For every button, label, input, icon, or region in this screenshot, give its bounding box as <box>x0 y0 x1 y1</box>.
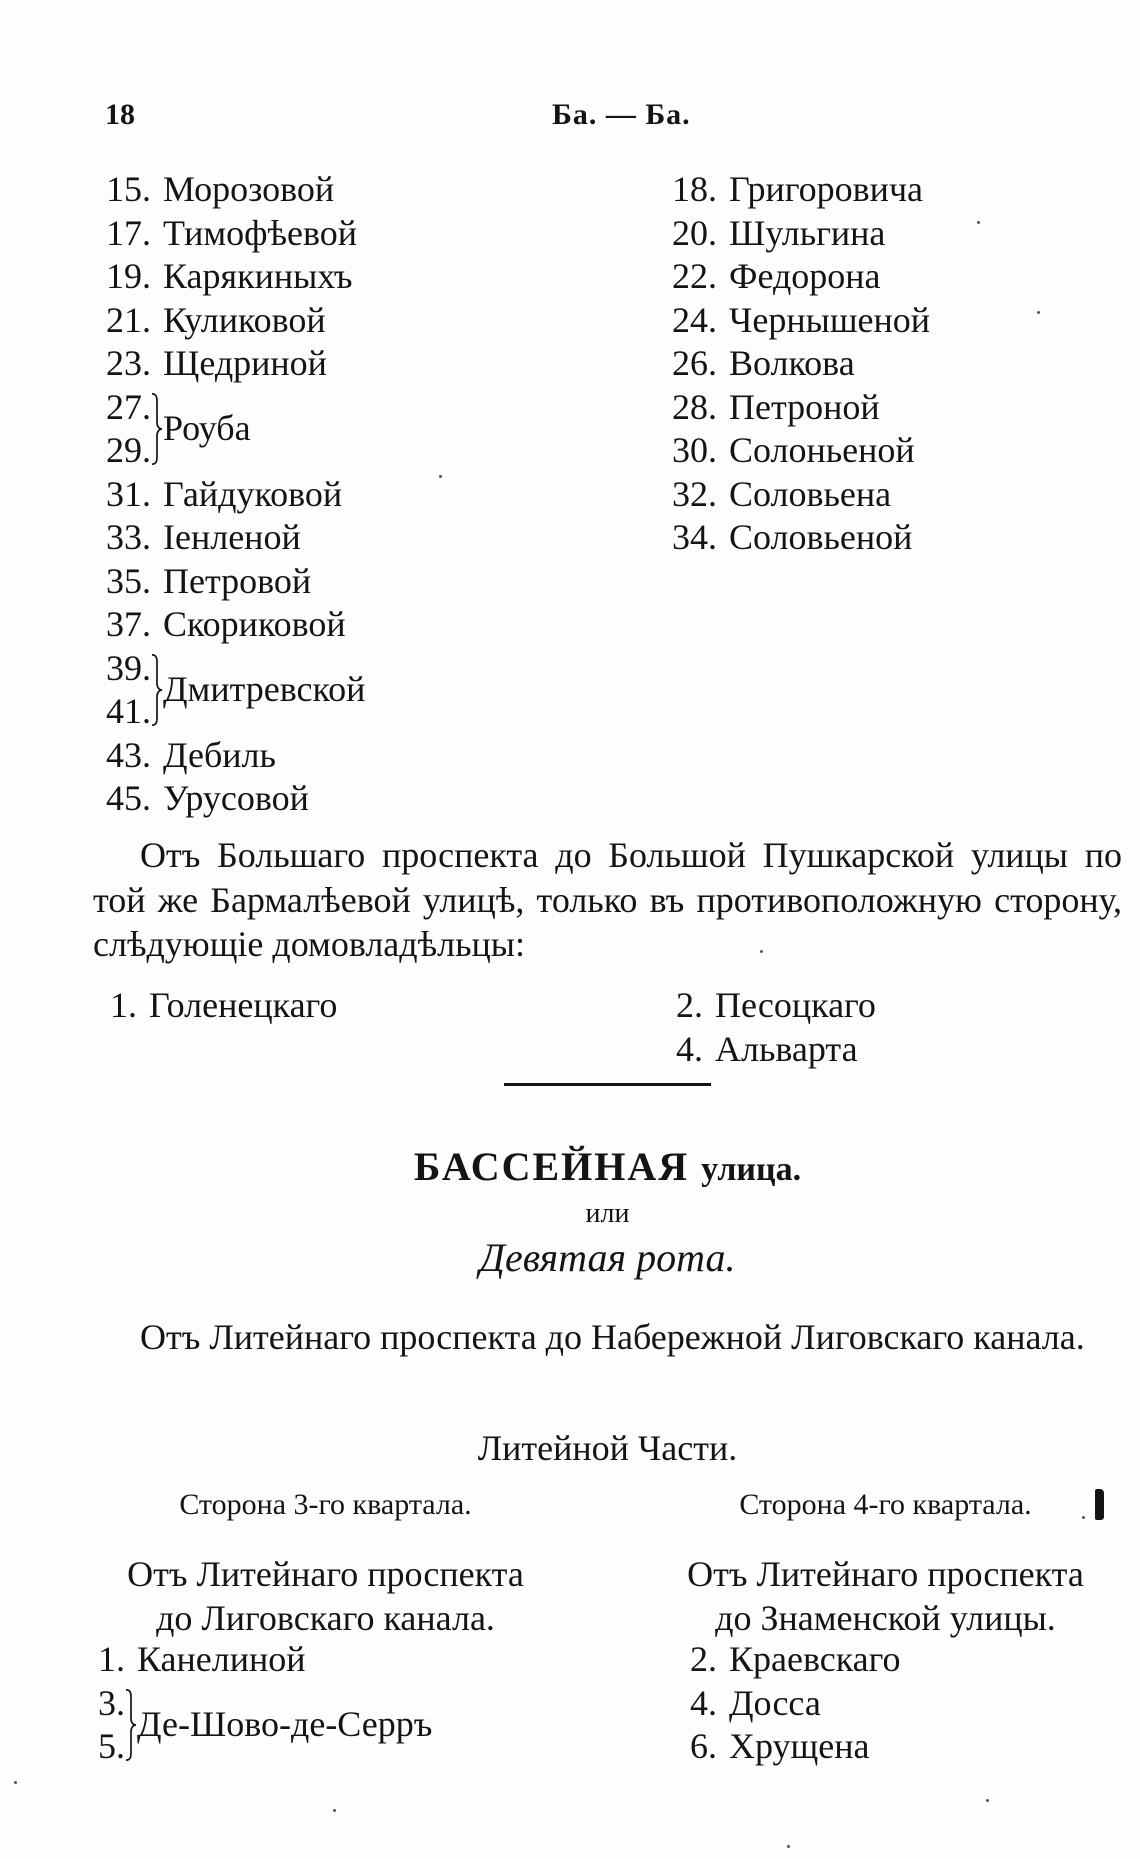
house-number: 45. <box>106 778 151 818</box>
scan-speck <box>14 1781 17 1784</box>
list-column-right <box>659 984 1122 1071</box>
house-number: 30. <box>672 430 717 470</box>
scan-speck <box>1037 311 1040 314</box>
list-item <box>93 299 659 343</box>
list-item <box>93 212 659 256</box>
house-owner-list <box>93 168 1122 821</box>
owner-name: Голенецкаго <box>149 985 338 1025</box>
house-owner-list-opposite-side <box>93 984 1122 1071</box>
house-number: 26. <box>672 343 717 383</box>
side-entries <box>661 1638 1110 1769</box>
list-item <box>659 255 1122 299</box>
owner-name: Шульгина <box>729 212 886 253</box>
owner-name: Карякиныхъ <box>163 256 353 296</box>
owner-name: Соловьеной <box>729 517 913 557</box>
list-item <box>685 1725 1110 1769</box>
owner-name: Тимофѣевой <box>163 212 358 253</box>
house-number: 29. <box>106 430 151 470</box>
owner-name: Волкова <box>729 343 855 383</box>
alternate-name: Девятая рота. <box>479 1235 736 1280</box>
list-item <box>685 1638 1110 1682</box>
curly-brace-icon <box>151 653 163 727</box>
running-head: Ба. — Ба. <box>552 98 691 131</box>
list-item <box>659 984 1122 1028</box>
paragraph-text: Отъ Литейнаго проспекта до Набережной Лиговскаго канала. <box>140 1317 1085 1357</box>
owner-name: Солоньеной <box>729 430 915 470</box>
page-content <box>93 168 1122 1769</box>
list-item <box>93 984 659 1028</box>
owner-name: Петровой <box>163 560 312 601</box>
house-number: 1. <box>98 1639 125 1679</box>
owner-name: Де-Шово-де-Серръ <box>137 1704 433 1745</box>
owner-name: Канелиной <box>137 1639 306 1679</box>
house-number: 39. <box>106 647 151 688</box>
side-entries <box>93 1638 558 1769</box>
curly-brace-icon <box>151 392 163 466</box>
owner-name: Досса <box>729 1682 821 1723</box>
range-line: до Лиговскаго канала. <box>156 1598 495 1638</box>
list-item <box>93 386 659 473</box>
owner-name: Дмитревской <box>163 669 366 710</box>
list-item <box>659 1028 1122 1072</box>
list-item <box>659 342 1122 386</box>
owner-name: Урусовой <box>163 778 309 818</box>
house-number: 18. <box>672 169 717 209</box>
house-numbers <box>93 386 151 473</box>
house-number: 43. <box>106 734 151 775</box>
house-number: 17. <box>106 212 151 253</box>
list-item <box>93 168 659 212</box>
side-heading-text: Сторона 4-го квартала. <box>739 1488 1032 1521</box>
list-item <box>93 342 659 386</box>
street-name: БАССЕЙНАЯ <box>413 1144 690 1189</box>
side-3rd-quarter <box>93 1485 558 1769</box>
section-divider <box>504 1083 711 1086</box>
owner-name: Песоцкаго <box>715 985 876 1025</box>
list-item <box>659 212 1122 256</box>
list-column-right <box>659 168 1122 821</box>
house-number: 5. <box>98 1726 125 1766</box>
page-number: 18 <box>105 98 135 131</box>
house-number: 31. <box>106 473 151 514</box>
side-4th-quarter <box>661 1485 1110 1769</box>
scan-speck <box>977 221 980 224</box>
list-column-left <box>93 984 659 1071</box>
list-item <box>659 168 1122 212</box>
scan-speck <box>1082 1516 1085 1519</box>
owner-name: Іенленой <box>163 517 301 557</box>
section-title <box>93 1143 1122 1200</box>
house-number: 32. <box>672 473 717 514</box>
house-number: 19. <box>106 256 151 296</box>
owner-name: Роуба <box>163 408 251 449</box>
house-numbers <box>93 647 151 734</box>
list-item <box>93 603 659 647</box>
list-item <box>93 516 659 560</box>
list-item <box>93 1682 558 1769</box>
scan-speck <box>760 950 763 953</box>
list-item <box>659 429 1122 473</box>
list-item <box>93 255 659 299</box>
owner-name: Краевскаго <box>729 1639 901 1679</box>
or-connector: или <box>585 1198 630 1229</box>
side-range <box>93 1552 558 1640</box>
range-line: Отъ Литейнаго проспекта <box>687 1554 1084 1594</box>
side-heading <box>93 1485 558 1525</box>
house-number: 1. <box>110 985 137 1025</box>
owner-name: Соловьена <box>729 473 892 514</box>
house-number: 15. <box>106 169 151 209</box>
owner-name: Щедриной <box>163 343 327 383</box>
house-numbers <box>93 1682 125 1769</box>
list-item <box>659 299 1122 343</box>
owner-name: Петроной <box>729 386 880 427</box>
owner-name: Скориковой <box>163 604 346 644</box>
house-number: 41. <box>106 691 151 731</box>
scan-speck <box>986 1799 989 1802</box>
house-number: 33. <box>106 517 151 557</box>
house-number: 20. <box>672 212 717 253</box>
list-item <box>93 777 659 821</box>
side-heading-text: Сторона 3-го квартала. <box>179 1488 472 1521</box>
owner-name: Хрущена <box>729 1726 870 1766</box>
owner-name: Морозовой <box>163 169 335 209</box>
list-item <box>659 516 1122 560</box>
side-heading <box>661 1485 1110 1525</box>
list-item <box>93 473 659 517</box>
owner-name: Чернышеной <box>729 299 931 340</box>
district-heading: Литейной Части. <box>477 1428 738 1468</box>
owner-name: Григоровича <box>729 169 924 209</box>
list-item <box>93 647 659 734</box>
scan-speck <box>333 1809 336 1812</box>
range-line: до Знаменской улицы. <box>715 1598 1056 1638</box>
scan-speck <box>439 475 442 478</box>
house-number: 6. <box>690 1726 717 1766</box>
owner-name: Гайдуковой <box>163 473 343 514</box>
list-item <box>93 560 659 604</box>
house-number: 2. <box>690 1639 717 1679</box>
house-number: 22. <box>672 256 717 296</box>
owner-name: Дебиль <box>163 734 276 775</box>
scan-speck <box>787 1845 790 1848</box>
owner-name: Федорона <box>729 256 881 296</box>
side-range <box>661 1552 1110 1640</box>
list-column-left <box>93 168 659 821</box>
curly-brace-icon <box>125 1688 137 1762</box>
list-item <box>93 734 659 778</box>
house-number: 28. <box>672 386 717 427</box>
list-item <box>659 386 1122 430</box>
house-number: 34. <box>672 517 717 557</box>
house-number: 4. <box>676 1028 703 1069</box>
house-number: 24. <box>672 299 717 340</box>
owner-name: Куликовой <box>163 299 326 340</box>
list-item <box>93 1638 558 1682</box>
house-number: 21. <box>106 299 151 340</box>
house-number: 3. <box>98 1682 125 1723</box>
list-item <box>685 1682 1110 1726</box>
house-number: 37. <box>106 604 151 644</box>
house-number: 35. <box>106 560 151 601</box>
house-number: 4. <box>690 1682 717 1723</box>
house-number: 23. <box>106 343 151 383</box>
house-number: 27. <box>106 386 151 427</box>
street-type: улица. <box>701 1151 802 1188</box>
paragraph-text: Отъ Большаго проспекта до Большой Пушкарской улицы по той же Бармалѣевой улицѣ, только въ противоположную сторону, слѣдующіе домовладѣльцы: <box>93 835 1122 964</box>
house-number: 2. <box>676 985 703 1025</box>
ink-blot <box>1095 1489 1104 1520</box>
street-sides <box>93 1485 1122 1769</box>
range-line: Отъ Литейнаго проспекта <box>127 1554 524 1594</box>
owner-name: Альварта <box>715 1028 858 1069</box>
list-item <box>659 473 1122 517</box>
